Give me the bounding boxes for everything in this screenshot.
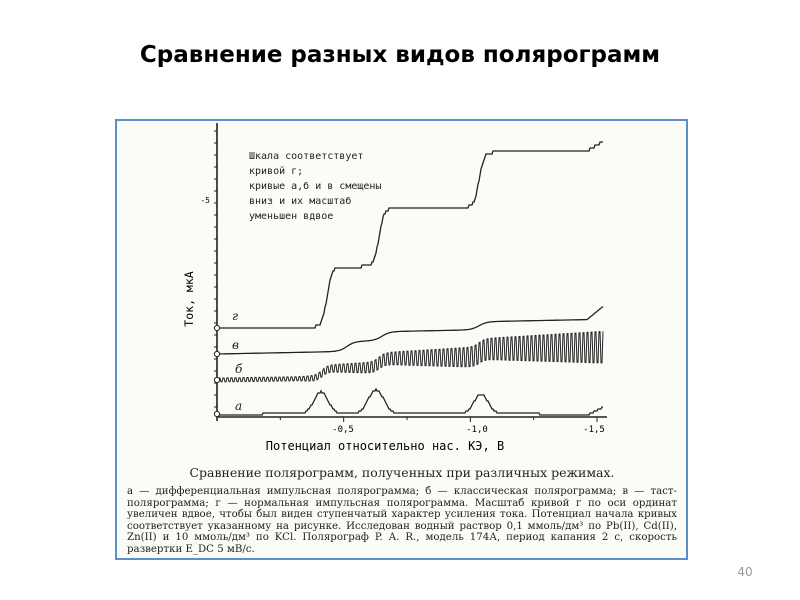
curve-start-marker xyxy=(214,325,219,330)
curve-start-marker xyxy=(214,377,219,382)
x-tick-label: -1,0 xyxy=(466,425,488,435)
x-tick-label: -0,5 xyxy=(332,425,354,435)
figure-frame xyxy=(115,119,688,560)
curve-v xyxy=(217,307,603,355)
y-tick-label: -5 xyxy=(200,196,210,205)
caption-title: Сравнение полярограмм, полученных при различных режимах. xyxy=(189,465,615,480)
curve-a xyxy=(217,389,603,415)
series-label-a: а xyxy=(235,399,243,413)
curve-b xyxy=(217,331,603,382)
page-number: 40 xyxy=(737,565,753,579)
x-axis-label: Потенциал относительно нас. КЭ, В xyxy=(265,439,505,453)
series-label-b: б xyxy=(235,362,243,376)
annotation-line: уменьшен вдвое xyxy=(249,211,334,222)
x-tick-label: -1,5 xyxy=(583,425,605,435)
y-axis-label: Ток, мкА xyxy=(182,271,196,327)
annotation-line: Шкала соответствует xyxy=(249,151,364,162)
caption-body: а — дифференциальная импульсная полярограмма; б — классическая полярограмма; в — таст-полярограмма; г — нормальная импульсная полярограмма. Масштаб кривой г по оси ординат увеличен вдвое, чтобы был виден ступенчатый характер усиления тока. Потенциал начала кривых соответствует указанному на рисунке. Исследован водный раствор 0,1 ммоль/дм³ по Pb(II), Cd(II), Zn(II) и 10 ммоль/дм³ по KCl. Полярограф P. A. R., модель 174А, период капания 2 с, скорость развертки E_DC 5 мВ/с. xyxy=(127,486,677,555)
annotation-line: вниз и их масштаб xyxy=(249,196,352,207)
annotation-line: кривой г; xyxy=(249,166,304,177)
slide-title: Сравнение разных видов полярограмм xyxy=(139,42,661,68)
figure-caption xyxy=(127,465,677,556)
curve-start-marker xyxy=(214,411,219,416)
curve-start-marker xyxy=(214,351,219,356)
series-label-v: в xyxy=(232,338,239,352)
series-label-g: г xyxy=(232,309,239,323)
annotation-line: кривые а,б и в смещены xyxy=(249,181,382,192)
